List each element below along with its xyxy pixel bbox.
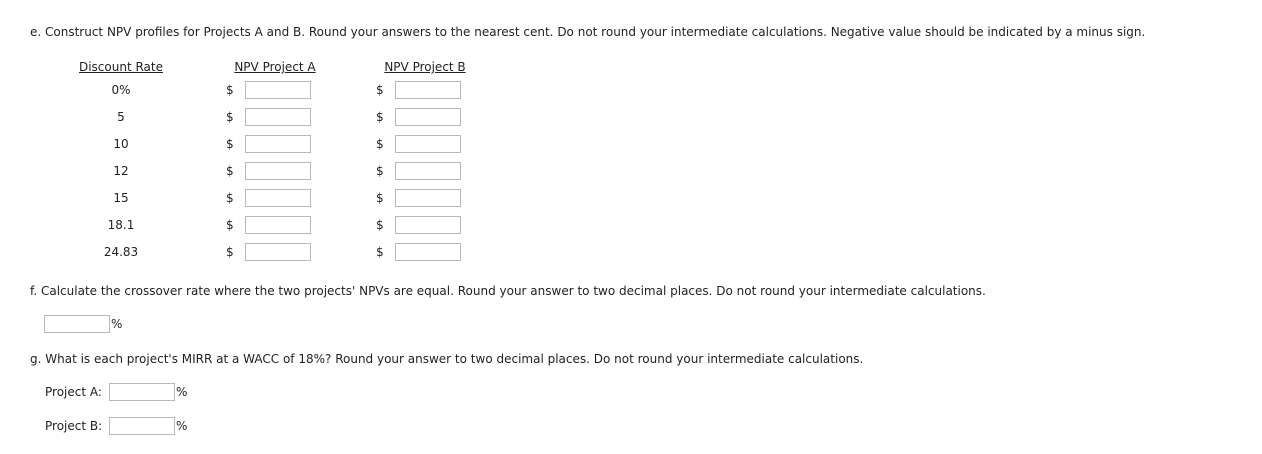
mirr-project-a-input[interactable] bbox=[109, 383, 175, 401]
dollar-sign: $ bbox=[376, 244, 384, 259]
discount-rate-cell: 15 bbox=[113, 190, 129, 205]
dollar-sign: $ bbox=[376, 190, 384, 205]
discount-rate-cell: 10 bbox=[113, 136, 129, 151]
npv-a-input[interactable] bbox=[245, 81, 311, 99]
dollar-sign: $ bbox=[376, 82, 384, 97]
table-row bbox=[62, 157, 480, 184]
dollar-sign: $ bbox=[376, 109, 384, 124]
mirr-project-b-percent-sign: % bbox=[176, 419, 188, 433]
dollar-sign: $ bbox=[226, 190, 234, 205]
mirr-project-a-row bbox=[45, 383, 187, 401]
question-e-prompt: e. Construct NPV profiles for Projects A and B. Round your answers to the nearest cent. Do not round your intermediate calculations. Negative value should be indicated by a minus sign. bbox=[30, 25, 1146, 39]
question-g-prompt: g. What is each project's MIRR at a WACC of 18%? Round your answer to two decimal places. Do not round your intermediate calculations. bbox=[30, 352, 864, 366]
dollar-sign: $ bbox=[376, 163, 384, 178]
dollar-sign: $ bbox=[376, 217, 384, 232]
table-row bbox=[62, 238, 480, 265]
npv-a-input[interactable] bbox=[245, 135, 311, 153]
npv-b-input[interactable] bbox=[395, 81, 461, 99]
discount-rate-cell: 5 bbox=[117, 109, 125, 124]
dollar-sign: $ bbox=[226, 109, 234, 124]
npv-a-input[interactable] bbox=[245, 162, 311, 180]
npv-profile-table bbox=[62, 58, 480, 265]
table-row bbox=[62, 103, 480, 130]
crossover-answer bbox=[44, 315, 122, 333]
npv-b-input[interactable] bbox=[395, 216, 461, 234]
dollar-sign: $ bbox=[226, 217, 234, 232]
discount-rate-cell: 12 bbox=[113, 163, 129, 178]
mirr-project-b-input[interactable] bbox=[109, 417, 175, 435]
npv-b-input[interactable] bbox=[395, 243, 461, 261]
dollar-sign: $ bbox=[226, 163, 234, 178]
discount-rate-cell: 0% bbox=[111, 82, 131, 97]
npv-a-input[interactable] bbox=[245, 216, 311, 234]
npv-b-input[interactable] bbox=[395, 108, 461, 126]
npv-a-input[interactable] bbox=[245, 108, 311, 126]
npv-b-input[interactable] bbox=[395, 162, 461, 180]
table-row bbox=[62, 184, 480, 211]
npv-a-input[interactable] bbox=[245, 189, 311, 207]
table-row bbox=[62, 211, 480, 238]
crossover-rate-input[interactable] bbox=[44, 315, 110, 333]
discount-rate-cell: 18.1 bbox=[107, 217, 135, 232]
header-npv-project-a: NPV Project A bbox=[234, 60, 316, 74]
header-npv-project-b: NPV Project B bbox=[384, 60, 466, 74]
table-header-row bbox=[62, 58, 480, 76]
discount-rate-cell: 24.83 bbox=[103, 244, 139, 259]
mirr-project-a-percent-sign: % bbox=[176, 385, 188, 399]
dollar-sign: $ bbox=[226, 136, 234, 151]
header-discount-rate: Discount Rate bbox=[78, 60, 163, 74]
table-row bbox=[62, 76, 480, 103]
mirr-project-b-row bbox=[45, 417, 187, 435]
table-row bbox=[62, 130, 480, 157]
dollar-sign: $ bbox=[226, 244, 234, 259]
question-f-prompt: f. Calculate the crossover rate where the two projects' NPVs are equal. Round your answer to two decimal places. Do not round your intermediate calculations. bbox=[30, 284, 986, 298]
mirr-project-a-label: Project A: bbox=[45, 385, 102, 399]
table-body bbox=[62, 76, 480, 265]
npv-b-input[interactable] bbox=[395, 135, 461, 153]
dollar-sign: $ bbox=[226, 82, 234, 97]
npv-b-input[interactable] bbox=[395, 189, 461, 207]
dollar-sign: $ bbox=[376, 136, 384, 151]
npv-a-input[interactable] bbox=[245, 243, 311, 261]
crossover-percent-sign: % bbox=[111, 317, 123, 331]
mirr-project-b-label: Project B: bbox=[45, 419, 103, 433]
